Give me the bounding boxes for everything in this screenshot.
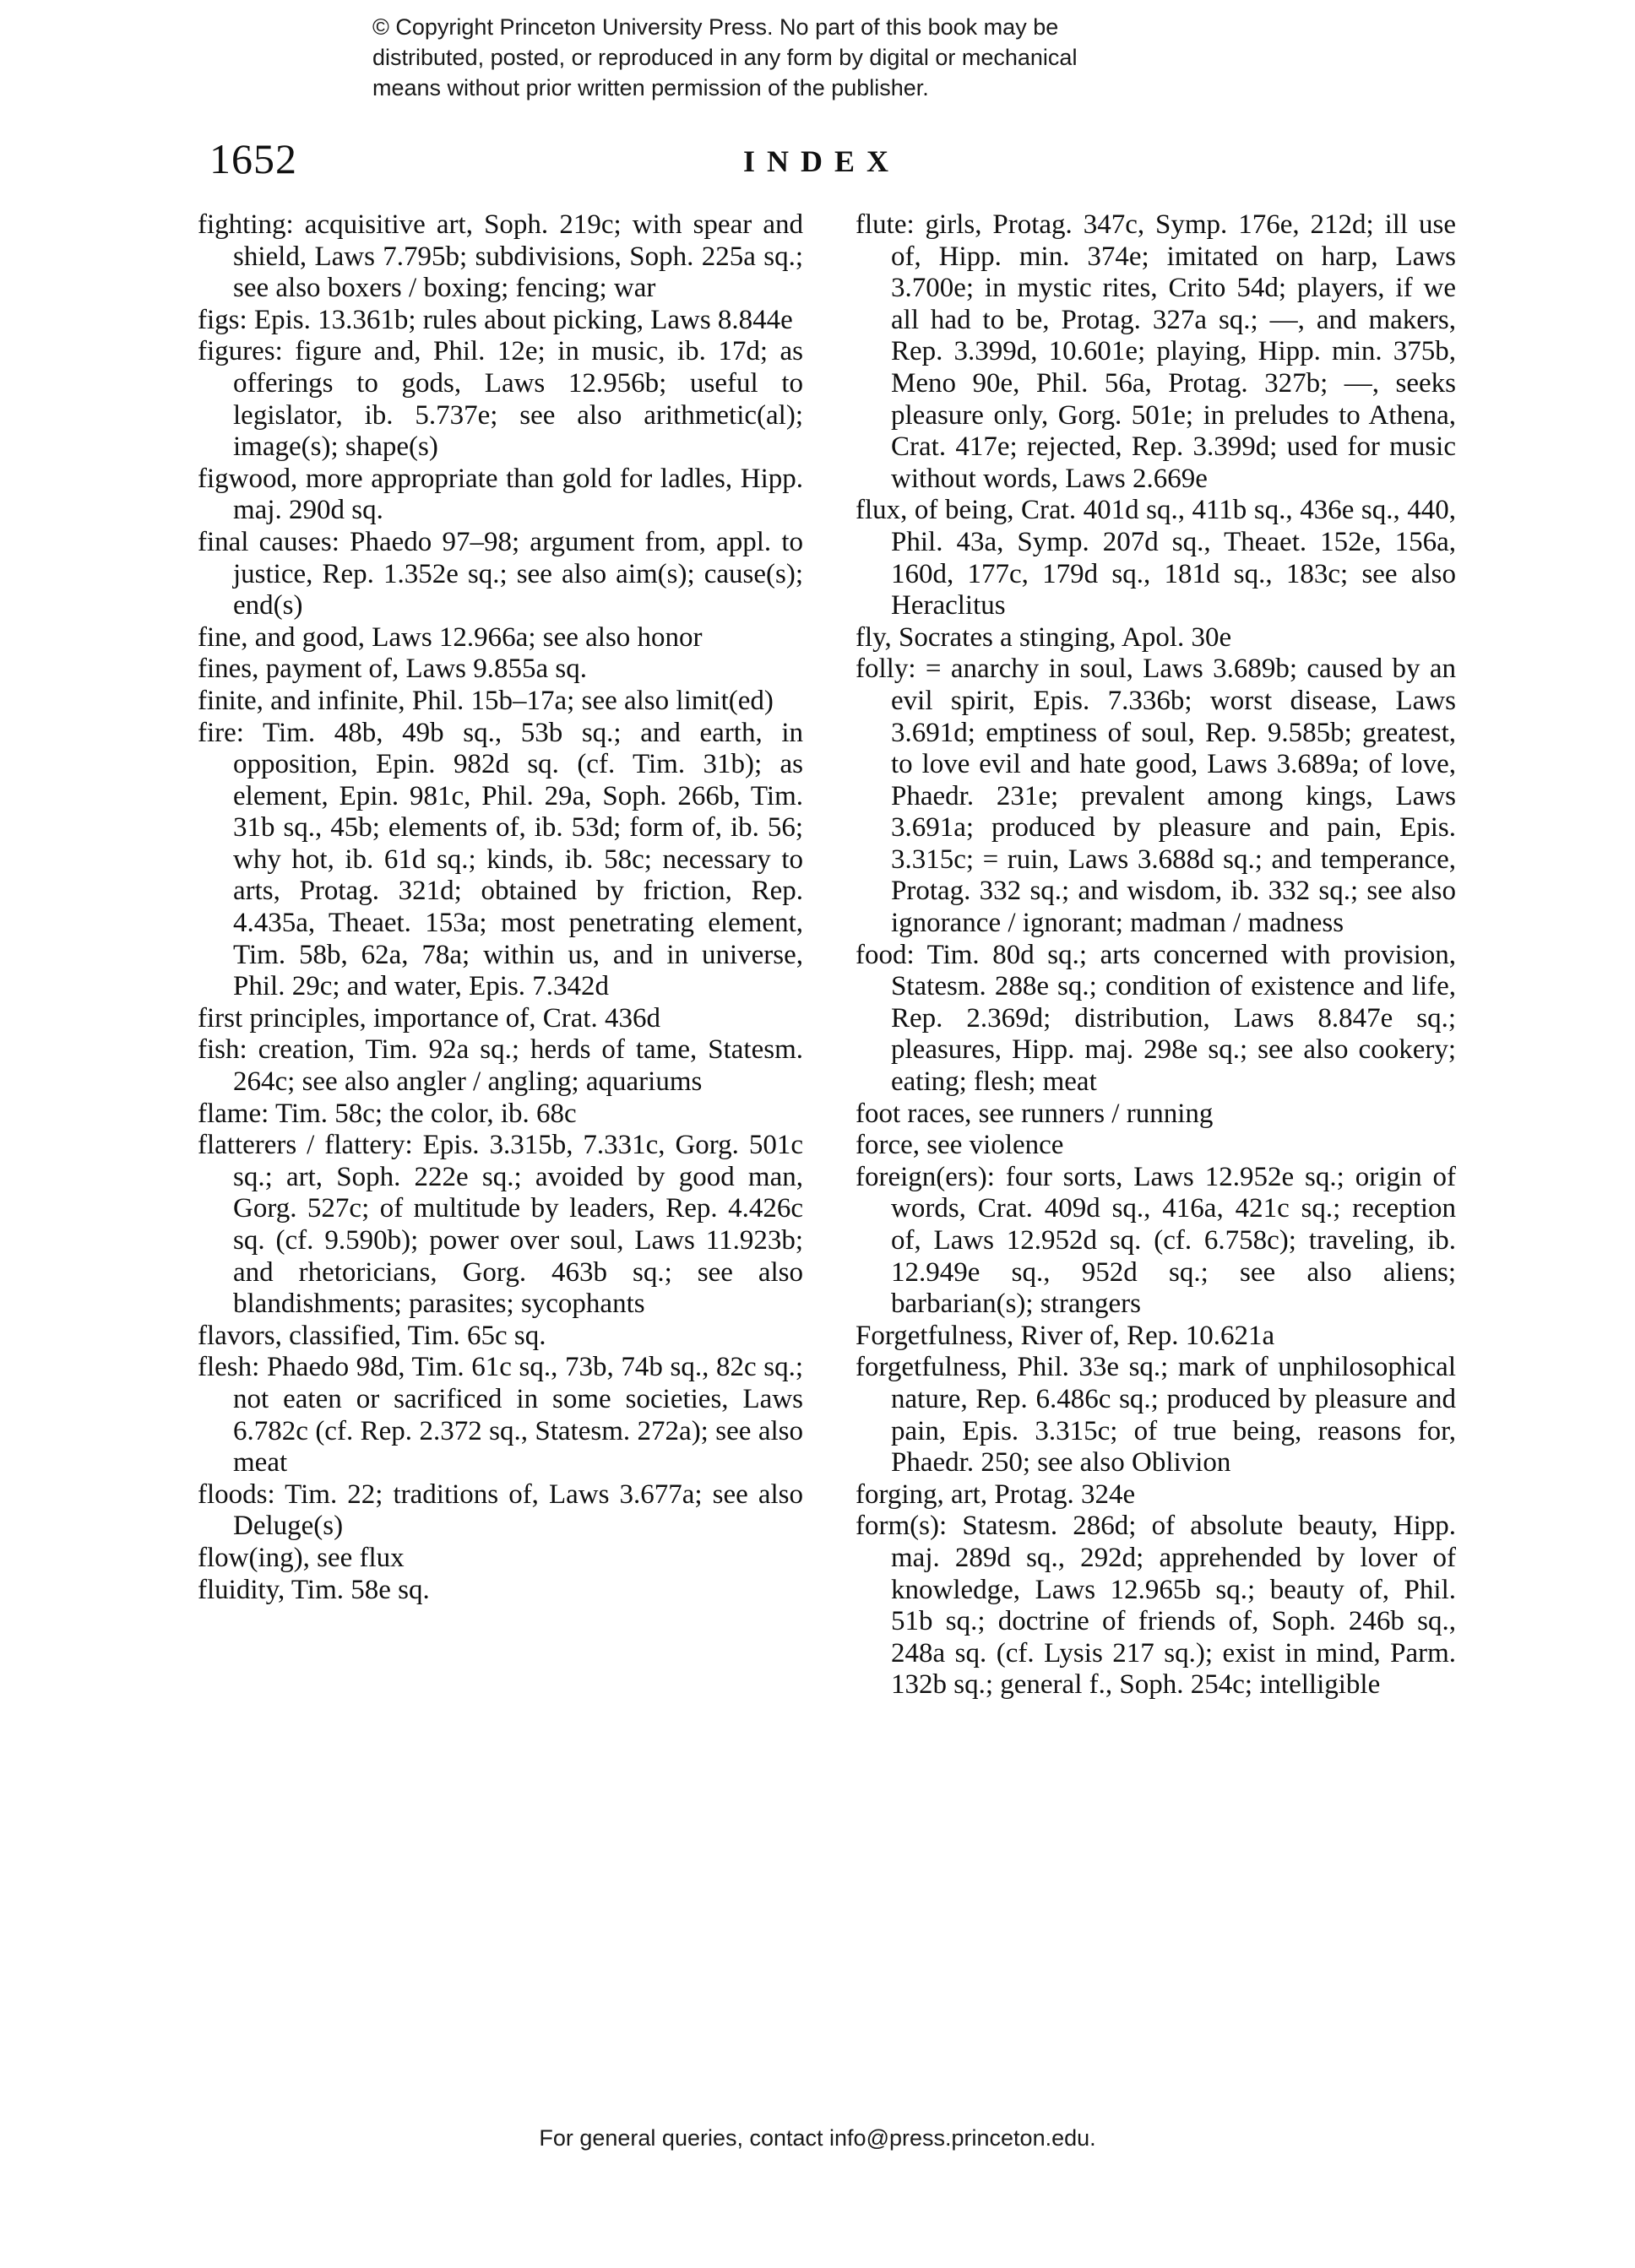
index-entry: flatterers / flattery: Epis. 3.315b, 7.331c, Gorg. 501c sq.; art, Soph. 222e sq.; avoided by good man, Gorg. 527c; of multitude by leaders, Rep. 4.426c sq. (cf. 9.590b); power over soul, Laws 11.923b; and rhetoricians, Gorg. 463b sq.; see also blandishments; parasites; sycophants	[198, 1130, 803, 1320]
index-entry: fly, Socrates a stinging, Apol. 30e	[856, 621, 1232, 653]
index-entry: floods: Tim. 22; traditions of, Laws 3.677a; see also Deluge(s)	[198, 1479, 803, 1542]
index-entry: figs: Epis. 13.361b; rules about picking, Laws 8.844e	[198, 304, 793, 335]
index-entry: figwood, more appropriate than gold for ladles, Hipp. maj. 290d sq.	[198, 463, 803, 526]
index-entry: finite, and infinite, Phil. 15b–17a; see also limit(ed)	[198, 685, 774, 716]
index-entry: foreign(ers): four sorts, Laws 12.952e sq.; origin of words, Crat. 409d sq., 416a, 421c sq.; reception of, Laws 12.952d sq. (cf. 6.758c); traveling, ib. 12.949e sq., 952d sq.; see also aliens; barbarian(s); strangers	[856, 1161, 1456, 1320]
index-entry: forgetfulness, Phil. 33e sq.; mark of unphilosophical nature, Rep. 6.486c sq.; produced by pleasure and pain, Epis. 3.315c; of true being, reasons for, Phaedr. 250; see also Oblivion	[856, 1352, 1456, 1479]
index-entry: form(s): Statesm. 286d; of absolute beauty, Hipp. maj. 289d sq., 292d; apprehended by lover of knowledge, Laws 12.965b sq.; beauty of, Phil. 51b sq.; doctrine of friends of, Soph. 246b sq., 248a sq. (cf. Lysis 217 sq.); exist in mind, Parm. 132b sq.; general f., Soph. 254c; intelligible	[856, 1511, 1456, 1701]
index-entry: fluidity, Tim. 58e sq.	[198, 1574, 430, 1605]
copyright-notice	[372, 12, 1259, 103]
index-entry: fines, payment of, Laws 9.855a sq.	[198, 654, 587, 685]
copyright-line: © Copyright Princeton University Press. No part of this book may be	[372, 14, 1059, 40]
index-entry: flute: girls, Protag. 347c, Symp. 176e, 212d; ill use of, Hipp. min. 374e; imitated on harp, Laws 3.700e; in mystic rites, Crito 54d; players, if we all had to be, Protag. 327a sq.; —, and makers, Rep. 3.399d, 10.601e; playing, Hipp. min. 375b, Meno 90e, Phil. 56a, Protag. 327b; —, seeks pleasure only, Gorg. 501e; in preludes to Athena, Crat. 417e; rejected, Rep. 3.399d; used for music without words, Laws 2.669e	[856, 209, 1456, 494]
index-entry: flesh: Phaedo 98d, Tim. 61c sq., 73b, 74b sq., 82c sq.; not eaten or sacrificed in some societies, Laws 6.782c (cf. Rep. 2.372 sq., Statesm. 272a); see also meat	[198, 1352, 803, 1479]
index-entry: flavors, classified, Tim. 65c sq.	[198, 1320, 546, 1351]
index-column-left	[198, 209, 803, 1606]
copyright-line: means without prior written permission of the publisher.	[372, 75, 929, 100]
index-entry: forging, art, Protag. 324e	[856, 1479, 1136, 1510]
index-entry: food: Tim. 80d sq.; arts concerned with provision, Statesm. 288e sq.; condition of existence and life, Rep. 2.369d; distribution, Laws 8.847e sq.; pleasures, Hipp. maj. 298e sq.; see also cookery; eating; flesh; meat	[856, 939, 1456, 1098]
index-entry: foot races, see runners / running	[856, 1098, 1214, 1129]
index-entry: figures: figure and, Phil. 12e; in music, ib. 17d; as offerings to gods, Laws 12.956b; useful to legislator, ib. 5.737e; see also arithmetic(al); image(s); shape(s)	[198, 336, 803, 463]
index-entry: flame: Tim. 58c; the color, ib. 68c	[198, 1098, 577, 1129]
index-entry: Forgetfulness, River of, Rep. 10.621a	[856, 1320, 1275, 1351]
index-entry: flow(ing), see flux	[198, 1542, 405, 1573]
index-entry: fish: creation, Tim. 92a sq.; herds of tame, Statesm. 264c; see also angler / angling; aquariums	[198, 1034, 803, 1098]
index-entry: folly: = anarchy in soul, Laws 3.689b; caused by an evil spirit, Epis. 7.336b; worst disease, Laws 3.691d; emptiness of soul, Rep. 9.585b; greatest, to love evil and hate good, Laws 3.689a; of love, Phaedr. 231e; prevalent among kings, Laws 3.691a; produced by pleasure and pain, Epis. 3.315c; = ruin, Laws 3.688d sq.; and temperance, Protag. 332 sq.; and wisdom, ib. 332 sq.; see also ignorance / ignorant; madman / madness	[856, 654, 1456, 939]
index-entry: fine, and good, Laws 12.966a; see also honor	[198, 621, 703, 653]
index-column-right	[856, 209, 1456, 1701]
footer-contact: For general queries, contact info@press.princeton.edu.	[539, 2125, 1096, 2151]
index-entry: fighting: acquisitive art, Soph. 219c; with spear and shield, Laws 7.795b; subdivisions, Soph. 225a sq.; see also boxers / boxing; fencing; war	[198, 209, 803, 304]
index-entry: flux, of being, Crat. 401d sq., 411b sq., 436e sq., 440, Phil. 43a, Symp. 207d sq., Theaet. 152e, 156a, 160d, 177c, 179d sq., 181d sq., 183c; see also Heraclitus	[856, 495, 1456, 621]
page-number: 1652	[209, 135, 297, 182]
copyright-line: distributed, posted, or reproduced in any form by digital or mechanical	[372, 45, 1078, 70]
index-entry: force, see violence	[856, 1130, 1064, 1161]
index-entry: final causes: Phaedo 97–98; argument from, appl. to justice, Rep. 1.352e sq.; see also aim(s); cause(s); end(s)	[198, 526, 803, 621]
index-entry: first principles, importance of, Crat. 436d	[198, 1002, 661, 1034]
page-heading: INDEX	[743, 144, 901, 178]
index-entry: fire: Tim. 48b, 49b sq., 53b sq.; and earth, in opposition, Epin. 982d sq. (cf. Tim. 31b); as element, Epin. 981c, Phil. 29a, Soph. 266b, Tim. 31b sq., 45b; elements of, ib. 53d; form of, ib. 56; why hot, ib. 61d sq.; kinds, ib. 58c; necessary to arts, Protag. 321d; obtained by friction, Rep. 4.435a, Theaet. 153a; most penetrating element, Tim. 58b, 62a, 78a; within us, and in universe, Phil. 29c; and water, Epis. 7.342d	[198, 717, 803, 1002]
